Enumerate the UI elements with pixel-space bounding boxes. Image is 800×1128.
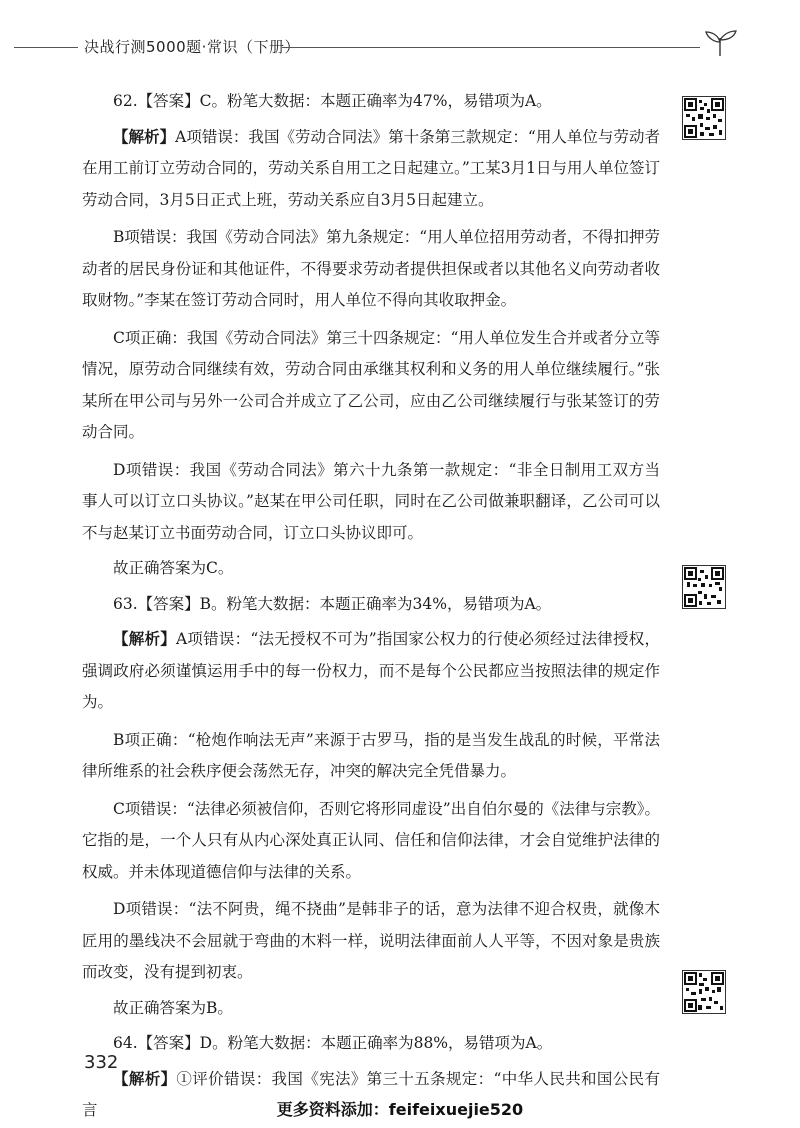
page-number: 332 — [84, 1052, 119, 1073]
q63-analysis-b: B项正确：“枪炮作响法无声”来源于古罗马，指的是当发生战乱的时候，平常法律所维系的社会秩序便会荡然无存，冲突的解决完全凭借暴力。 — [82, 730, 660, 780]
q62-conclusion: 故正确答案为C。 — [113, 559, 234, 577]
analysis-tag: 【解析】 — [113, 127, 176, 146]
qr-code-icon — [682, 565, 726, 609]
q63-conclusion: 故正确答案为B。 — [113, 998, 233, 1017]
q62-analysis-c: C项正确：我国《劳动合同法》第三十四条规定：“用人单位发生合并或者分立等情况，原劳动合同继续有效，劳动合同由承继其权利和义务的用人单位继续履行。”张某所在甲公司与另外一公司合并成立了乙公司，应由乙公司继续履行与张某签订的劳动合同。 — [82, 328, 660, 441]
footer-watermark-note: 更多资料添加：feifeixuejie520 — [276, 1100, 524, 1119]
q62-analysis-d: D项错误：我国《劳动合同法》第六十九条第一款规定：“非全日制用工双方当事人可以订立口头协议。”赵某在甲公司任职，同时在乙公司做兼职翻译，乙公司可以不与赵某订立书面劳动合同，订立口头协议即可。 — [82, 460, 660, 542]
q63-answer-line: 63.【答案】B。粉笔大数据：本题正确率为34%，易错项为A。 — [113, 594, 552, 613]
qr-code-icon — [682, 96, 726, 140]
analysis-tag: 【解析】 — [113, 630, 176, 648]
page-body — [82, 86, 660, 1127]
running-header-title: 决战行测5000题·常识（下册） — [84, 38, 300, 56]
q63-analysis-c: C项错误：“法律必须被信仰，否则它将形同虚设”出自伯尔曼的《法律与宗教》。它指的是，一个人只有从内心深处真正认同、信任和信仰法律，才会自觉维护法律的权威。并未体现道德信仰与法律的关系。 — [82, 799, 660, 881]
q63-analysis-a: 【解析】A项错误：“法无授权不可为”指国家公权力的行使必须经过法律授权，强调政府必须谨慎运用手中的每一份权力，而不是每个公民都应当按照法律的规定作为。 — [82, 630, 660, 711]
header-rule-left — [14, 47, 78, 48]
q62-analysis-b: B项错误：我国《劳动合同法》第九条规定：“用人单位招用劳动者，不得扣押劳动者的居民身份证和其他证件，不得要求劳动者提供担保或者以其他名义向劳动者收取财物。”李某在签订劳动合同时，用人单位不得向其收取押金。 — [82, 228, 660, 309]
q64-answer-line: 64.【答案】D。粉笔大数据：本题正确率为88%，易错项为A。 — [113, 1034, 553, 1052]
q62-analysis-a: 【解析】A项错误：我国《劳动合同法》第十条第三款规定：“用人单位与劳动者在用工前订立劳动合同的，劳动关系自用工之日起建立。”工某3月1日与用人单位签订劳动合同，3月5日正式上班，劳动关系应自3月5日起建立。 — [82, 127, 660, 209]
q62-answer-line: 62.【答案】C。粉笔大数据：本题正确率为47%，易错项为A。 — [113, 92, 552, 110]
analysis-tag: 【解析】 — [113, 1069, 177, 1088]
q63-analysis-d: D项错误：“法不阿贵，绳不挠曲”是韩非子的话，意为法律不迎合权贵，就像木匠用的墨线决不会屈就于弯曲的木料一样，说明法律面前人人平等，不因对象是贵族而改变，没有提到初衷。 — [82, 900, 660, 981]
header-rule-right — [282, 47, 700, 48]
qr-code-icon — [682, 970, 726, 1014]
q64-analysis-1: 【解析】①评价错误：我国《宪法》第三十五条规定：“中华人民共和国公民有言 — [82, 1069, 660, 1119]
sprout-icon — [702, 28, 738, 58]
